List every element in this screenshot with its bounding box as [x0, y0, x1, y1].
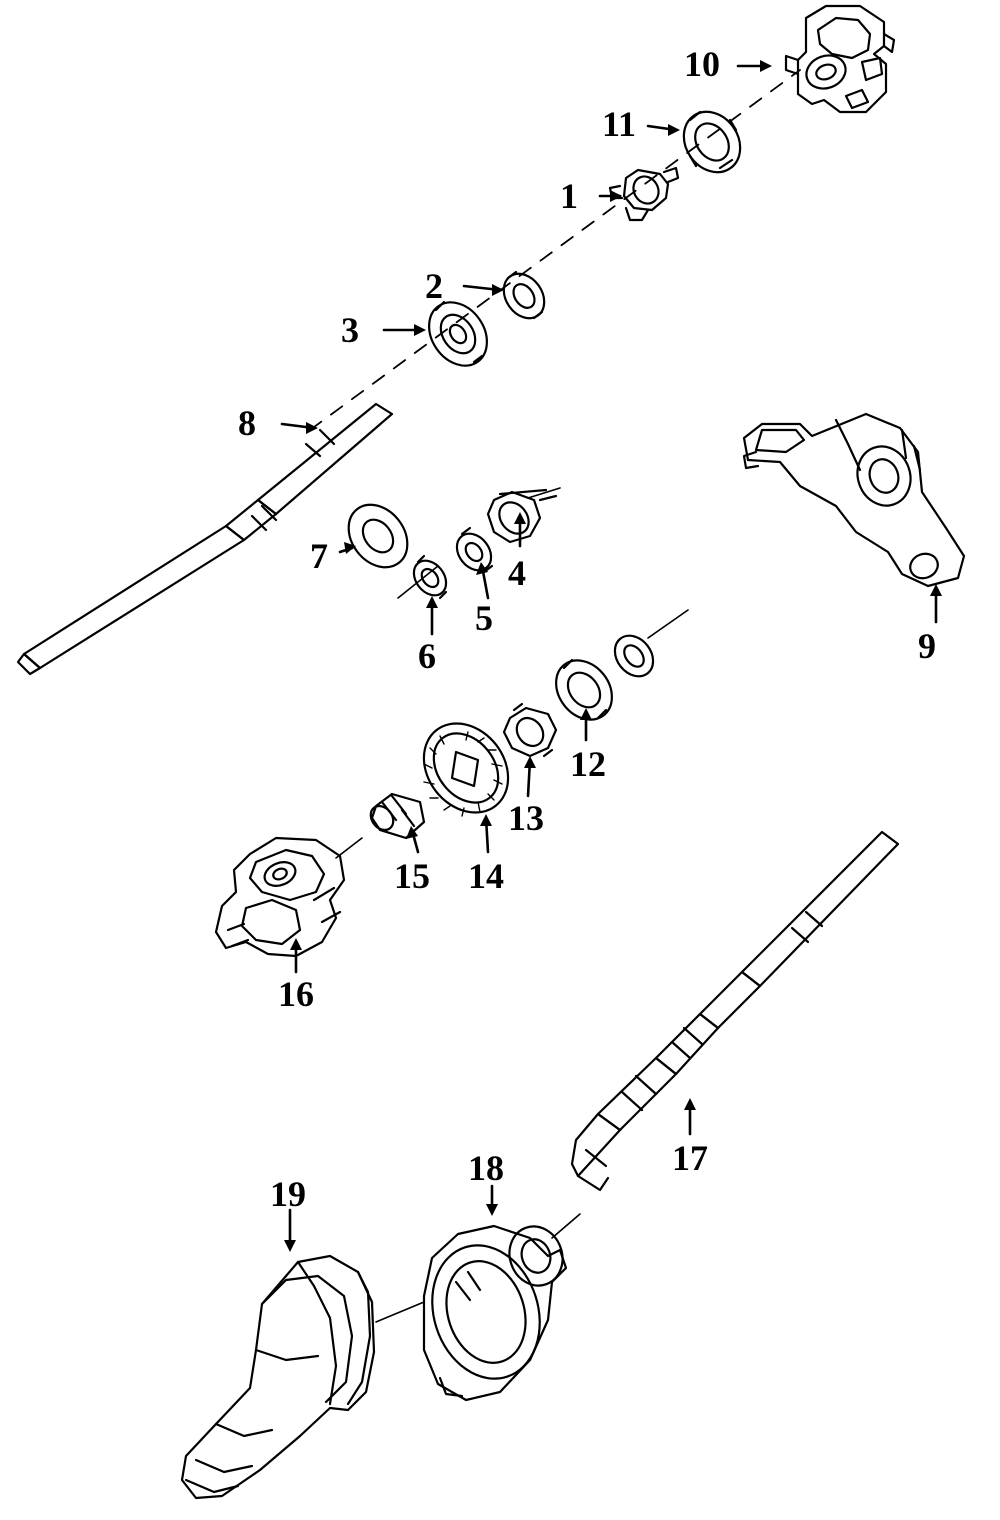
part-5-spring-collar	[450, 527, 498, 577]
part-1-cam	[610, 168, 678, 220]
part-12-lower-bearing	[545, 610, 688, 731]
part-6-bearing-sleeve	[407, 554, 452, 601]
callout-label-7: 7	[310, 536, 328, 576]
callout-label-2: 2	[425, 266, 443, 306]
part-19-column-boot	[182, 1256, 374, 1498]
callout-label-11: 11	[602, 104, 637, 144]
callout-label-18: 18	[468, 1148, 504, 1188]
part-8-upper-shaft	[18, 404, 392, 674]
callout-label-15: 15	[394, 856, 430, 896]
part-7-thrust-washer	[337, 493, 420, 579]
part-13-bearing-adapter	[504, 704, 556, 756]
callout-label-3: 3	[341, 310, 359, 350]
callout-label-16: 16	[278, 974, 314, 1014]
callout-label-1: 1	[560, 176, 578, 216]
callout-label-19: 19	[270, 1174, 306, 1214]
callout-label-10: 10	[684, 44, 720, 84]
callout-label-6: 6	[418, 636, 436, 676]
part-9-mounting-bracket	[744, 414, 964, 586]
part-10-lock-housing	[786, 6, 894, 112]
callout-label-17: 17	[672, 1138, 708, 1178]
callout-label-14: 14	[468, 856, 504, 896]
part-18-seal-housing	[416, 1214, 580, 1400]
callout-arrows	[282, 60, 942, 1252]
callout-label-9: 9	[918, 626, 936, 666]
assembly-axis-line	[310, 70, 800, 430]
callout-label-4: 4	[508, 553, 526, 593]
callout-label-13: 13	[508, 798, 544, 838]
callout-label-5: 5	[475, 598, 493, 638]
part-2-spring-washer	[495, 266, 552, 326]
part-17-lower-shaft	[572, 832, 898, 1190]
part-15-spring-sleeve	[366, 794, 424, 838]
part-16-universal-joint	[216, 838, 344, 956]
callout-label-8: 8	[238, 403, 256, 443]
callout-label-12: 12	[570, 744, 606, 784]
